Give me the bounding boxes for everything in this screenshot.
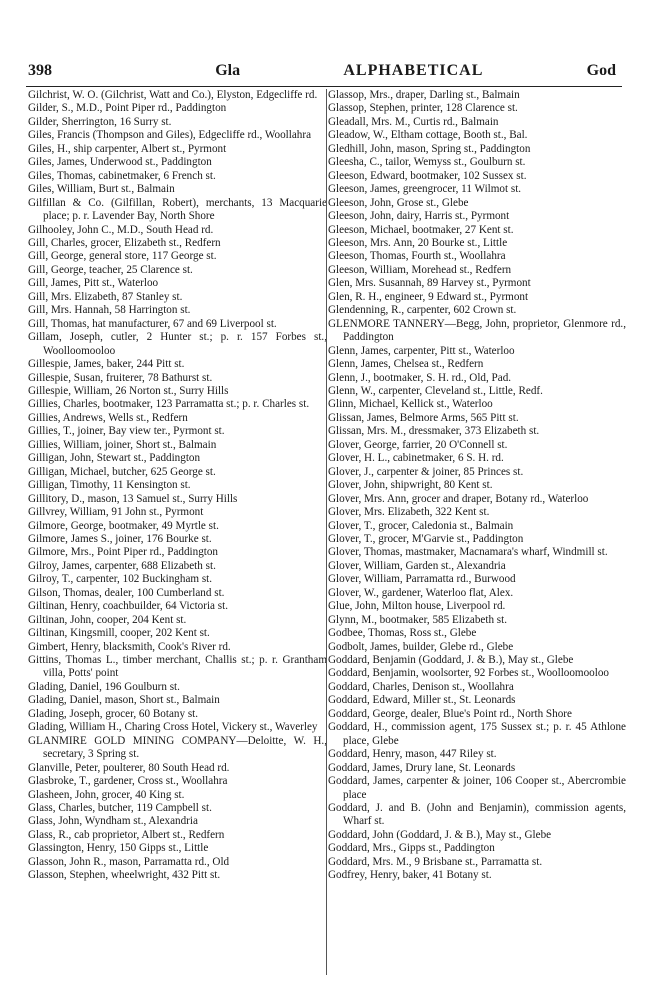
- directory-entry: Gleesha, C., tailor, Wemyss st., Goulburn st.: [328, 156, 526, 169]
- directory-entry: GLANMIRE GOLD MINING COMPANY—Deloitte, W. H., secretary, 3 Spring st.: [28, 734, 327, 761]
- directory-entry: Glover, Mrs. Elizabeth, 322 Kent st.: [328, 506, 490, 519]
- directory-entry: Glasson, Stephen, wheelwright, 432 Pitt st.: [28, 869, 221, 882]
- directory-entry: Glover, William, Parramatta rd., Burwood: [328, 573, 516, 586]
- directory-entry: Gleeson, Mrs. Ann, 20 Bourke st., Little: [328, 236, 508, 249]
- directory-entry: Glass, R., cab proprietor, Albert st., Redfern: [28, 828, 225, 841]
- directory-entry: Glading, William H., Charing Cross Hotel, Vickery st., Waverley: [28, 721, 318, 734]
- directory-entry: Giles, James, Underwood st., Paddington: [28, 156, 212, 169]
- directory-entry: Glissan, Mrs. M., dressmaker, 373 Elizabeth st.: [328, 425, 540, 438]
- directory-entry: Glading, Joseph, grocer, 60 Botany st.: [28, 707, 199, 720]
- directory-entry: Goddard, H., commission agent, 175 Sussex st.; p. r. 45 Athlone place, Glebe: [328, 721, 626, 747]
- directory-entry: Gimbert, Henry, blacksmith, Cook's River rd.: [28, 640, 231, 653]
- directory-entry: Gleeson, John, Grose st., Glebe: [328, 196, 469, 209]
- directory-entry: Gillitory, D., mason, 13 Samuel st., Surry Hills: [28, 492, 238, 505]
- directory-entry: Goddard, James, Drury lane, St. Leonards: [328, 761, 516, 774]
- directory-entry: Glover, George, farrier, 20 O'Connell st.: [328, 438, 508, 451]
- directory-entry: Goddard, George, dealer, Blue's Point rd., North Shore: [328, 707, 572, 720]
- directory-entry: Gleadall, Mrs. M., Curtis rd., Balmain: [328, 115, 499, 128]
- directory-entry: Glover, John, shipwright, 80 Kent st.: [328, 479, 493, 492]
- directory-entry: Gillies, William, joiner, Short st., Balmain: [28, 438, 217, 451]
- header-rule: [26, 86, 622, 87]
- directory-entry: Gilfillan & Co. (Gilfillan, Robert), merchants, 13 Macquarie place; p. r. Lavender Bay, North Shore: [28, 196, 327, 223]
- directory-entry: Glinn, Michael, Kellick st., Waterloo: [328, 398, 493, 411]
- directory-entry: Gillies, T., joiner, Bay view ter., Pyrmont st.: [28, 425, 225, 438]
- directory-entry: Gilligan, John, Stewart st., Paddington: [28, 452, 201, 465]
- directory-entry: Gill, James, Pitt st., Waterloo: [28, 277, 159, 290]
- directory-entry: Gill, George, general store, 117 George st.: [28, 250, 217, 263]
- directory-entry: Godfrey, Henry, baker, 41 Botany st.: [328, 869, 492, 882]
- directory-entry: Goddard, James, carpenter & joiner, 106 Cooper st., Abercrombie place: [328, 775, 626, 801]
- directory-entry: Goddard, Henry, mason, 447 Riley st.: [328, 748, 497, 761]
- directory-entry: Gillies, Andrews, Wells st., Redfern: [28, 411, 188, 424]
- directory-entry: Glue, John, Milton house, Liverpool rd.: [328, 600, 506, 613]
- directory-entry: Glen, R. H., engineer, 9 Edward st., Pyrmont: [328, 290, 529, 303]
- right-column: [328, 89, 626, 883]
- directory-entry: Goddard, Mrs., Gipps st., Paddington: [328, 842, 495, 855]
- directory-entry: Glover, J., carpenter & joiner, 85 Princes st.: [328, 465, 524, 478]
- page-number: 398: [28, 62, 52, 79]
- directory-entry: Gilson, Thomas, dealer, 100 Cumberland st.: [28, 586, 225, 599]
- directory-entry: Glenn, W., carpenter, Cleveland st., Little, Redf.: [328, 384, 543, 397]
- directory-entry: Glass, Charles, butcher, 119 Campbell st.: [28, 802, 212, 815]
- directory-entry: Glynn, M., bootmaker, 585 Elizabeth st.: [328, 613, 508, 626]
- directory-entry: Godbolt, James, builder, Glebe rd., Glebe: [328, 640, 514, 653]
- directory-entry: Glenn, James, carpenter, Pitt st., Waterloo: [328, 344, 515, 357]
- directory-entry: Gleeson, John, dairy, Harris st., Pyrmont: [328, 210, 510, 223]
- directory-entry: Goddard, Benjamin (Goddard, J. & B.), May st., Glebe: [328, 654, 574, 667]
- directory-entry: GLENMORE TANNERY—Begg, John, proprietor, Glenmore rd., Paddington: [328, 317, 626, 344]
- directory-entry: Glover, Thomas, mastmaker, Macnamara's wharf, Windmill st.: [328, 546, 608, 559]
- directory-entry: Glasheen, John, grocer, 40 King st.: [28, 788, 185, 801]
- directory-entry: Goddard, John (Goddard, J. & B.), May st., Glebe: [328, 828, 552, 841]
- first-guide-word: Gla: [215, 62, 241, 79]
- directory-entry: Gleeson, Thomas, Fourth st., Woollahra: [328, 250, 506, 263]
- directory-entry: Gleeson, Edward, bootmaker, 102 Sussex st.: [328, 169, 527, 182]
- directory-entry: Gill, Charles, grocer, Elizabeth st., Redfern: [28, 236, 221, 249]
- directory-entry: Giles, William, Burt st., Balmain: [28, 183, 175, 196]
- page-header: [28, 62, 620, 82]
- directory-entry: Giltinan, Kingsmill, cooper, 202 Kent st.: [28, 627, 210, 640]
- directory-entry: Gill, Mrs. Hannah, 58 Harrington st.: [28, 304, 191, 317]
- directory-entry: Glanville, Peter, poulterer, 80 South Head rd.: [28, 761, 230, 774]
- directory-entry: Glading, Daniel, mason, Short st., Balmain: [28, 694, 220, 707]
- directory-entry: Glover, Mrs. Ann, grocer and draper, Botany rd., Waterloo: [328, 492, 589, 505]
- directory-entry: Goddard, Charles, Denison st., Woollahra: [328, 680, 514, 693]
- directory-entry: Gillespie, Susan, fruiterer, 78 Bathurst st.: [28, 371, 213, 384]
- directory-entry: Glover, William, Garden st., Alexandria: [328, 559, 506, 572]
- directory-entry: Gittins, Thomas L., timber merchant, Challis st.; p. r. Grantham villa, Potts' point: [28, 654, 327, 680]
- directory-entry: Gilligan, Michael, butcher, 625 George st.: [28, 465, 216, 478]
- directory-entry: Glenn, James, Chelsea st., Redfern: [328, 358, 484, 371]
- directory-entry: Gilmore, James S., joiner, 176 Bourke st.: [28, 532, 212, 545]
- directory-entry: Gleadow, W., Eltham cottage, Booth st., Bal.: [328, 129, 528, 142]
- left-column: [28, 89, 327, 883]
- directory-entry: Glading, Daniel, 196 Goulburn st.: [28, 680, 180, 693]
- directory-entry: Gilligan, Timothy, 11 Kensington st.: [28, 479, 191, 492]
- directory-entry: Gill, Thomas, hat manufacturer, 67 and 69 Liverpool st.: [28, 317, 277, 330]
- directory-entry: Gill, Mrs. Elizabeth, 87 Stanley st.: [28, 290, 183, 303]
- directory-entry: Gleeson, William, Morehead st., Redfern: [328, 263, 512, 276]
- directory-entry: Gilder, Sherrington, 16 Surry st.: [28, 115, 172, 128]
- page-title: ALPHABETICAL: [343, 62, 484, 79]
- directory-entry: Gilroy, James, carpenter, 688 Elizabeth st.: [28, 559, 216, 572]
- directory-entry: Goddard, Benjamin, woolsorter, 92 Forbes st., Woolloomooloo: [328, 667, 609, 680]
- directory-entry: Glover, T., grocer, M'Garvie st., Paddington: [328, 532, 524, 545]
- directory-entry: Godbee, Thomas, Ross st., Glebe: [328, 627, 477, 640]
- directory-entry: Glasbroke, T., gardener, Cross st., Woollahra: [28, 775, 228, 788]
- directory-entry: Glover, T., grocer, Caledonia st., Balmain: [328, 519, 514, 532]
- directory-entry: Glen, Mrs. Susannah, 89 Harvey st., Pyrmont: [328, 277, 531, 290]
- directory-entry: Gillespie, James, baker, 244 Pitt st.: [28, 358, 185, 371]
- directory-entry: Giles, Francis (Thompson and Giles), Edgecliffe rd., Woollahra: [28, 129, 312, 142]
- directory-entry: Gleeson, Michael, bootmaker, 27 Kent st.: [328, 223, 514, 236]
- directory-entry: Gilder, S., M.D., Point Piper rd., Paddington: [28, 102, 227, 115]
- directory-entry: Glover, H. L., cabinetmaker, 6 S. H. rd.: [328, 452, 504, 465]
- directory-entry: Glover, W., gardener, Waterloo flat, Alex.: [328, 586, 514, 599]
- directory-entry: Gleeson, James, greengrocer, 11 Wilmot st.: [328, 183, 522, 196]
- directory-entry: Gledhill, John, mason, Spring st., Paddington: [328, 142, 531, 155]
- directory-entry: Gilroy, T., carpenter, 102 Buckingham st.: [28, 573, 213, 586]
- column-divider: [326, 89, 327, 975]
- directory-entry: Gillvrey, William, 91 John st., Pyrmont: [28, 506, 204, 519]
- directory-entry: Glassop, Stephen, printer, 128 Clarence st.: [328, 102, 518, 115]
- directory-entry: Giles, Thomas, cabinetmaker, 6 French st.: [28, 169, 216, 182]
- directory-entry: Gilmore, George, bootmaker, 49 Myrtle st.: [28, 519, 219, 532]
- directory-entry: Glassop, Mrs., draper, Darling st., Balmain: [328, 89, 520, 101]
- directory-entry: Glassington, Henry, 150 Gipps st., Little: [28, 842, 209, 855]
- directory-entry: Gilhooley, John C., M.D., South Head rd.: [28, 223, 214, 236]
- directory-entry: Gill, George, teacher, 25 Clarence st.: [28, 263, 193, 276]
- directory-entry: Giles, H., ship carpenter, Albert st., Pyrmont: [28, 142, 227, 155]
- directory-entry: Goddard, J. and B. (John and Benjamin), commission agents, Wharf st.: [328, 802, 626, 828]
- directory-entry: Giltinan, John, cooper, 204 Kent st.: [28, 613, 187, 626]
- directory-entry: Gillies, Charles, bootmaker, 123 Parramatta st.; p. r. Charles st.: [28, 398, 310, 411]
- last-guide-word: God: [586, 62, 616, 79]
- directory-entry: Gillespie, William, 26 Norton st., Surry Hills: [28, 384, 229, 397]
- directory-entry: Giltinan, Henry, coachbuilder, 64 Victoria st.: [28, 600, 228, 613]
- directory-entry: Glendenning, R., carpenter, 602 Crown st.: [328, 304, 517, 317]
- directory-entry: Gilchrist, W. O. (Gilchrist, Watt and Co.), Elyston, Edgecliffe rd.: [28, 89, 318, 101]
- directory-entry: Gillam, Joseph, cutler, 2 Hunter st.; p. r. 157 Forbes st., Woolloomooloo: [28, 331, 327, 357]
- directory-entry: Glenn, J., bootmaker, S. H. rd., Old, Pad.: [328, 371, 512, 384]
- directory-entry: Gilmore, Mrs., Point Piper rd., Paddington: [28, 546, 219, 559]
- directory-entry: Glass, John, Wyndham st., Alexandria: [28, 815, 198, 828]
- directory-entry: Goddard, Mrs. M., 9 Brisbane st., Parramatta st.: [328, 855, 543, 868]
- directory-entry: Goddard, Edward, Miller st., St. Leonards: [328, 694, 516, 707]
- directory-entry: Glasson, John R., mason, Parramatta rd., Old: [28, 855, 230, 868]
- directory-entry: Glissan, James, Belmore Arms, 565 Pitt st.: [328, 411, 519, 424]
